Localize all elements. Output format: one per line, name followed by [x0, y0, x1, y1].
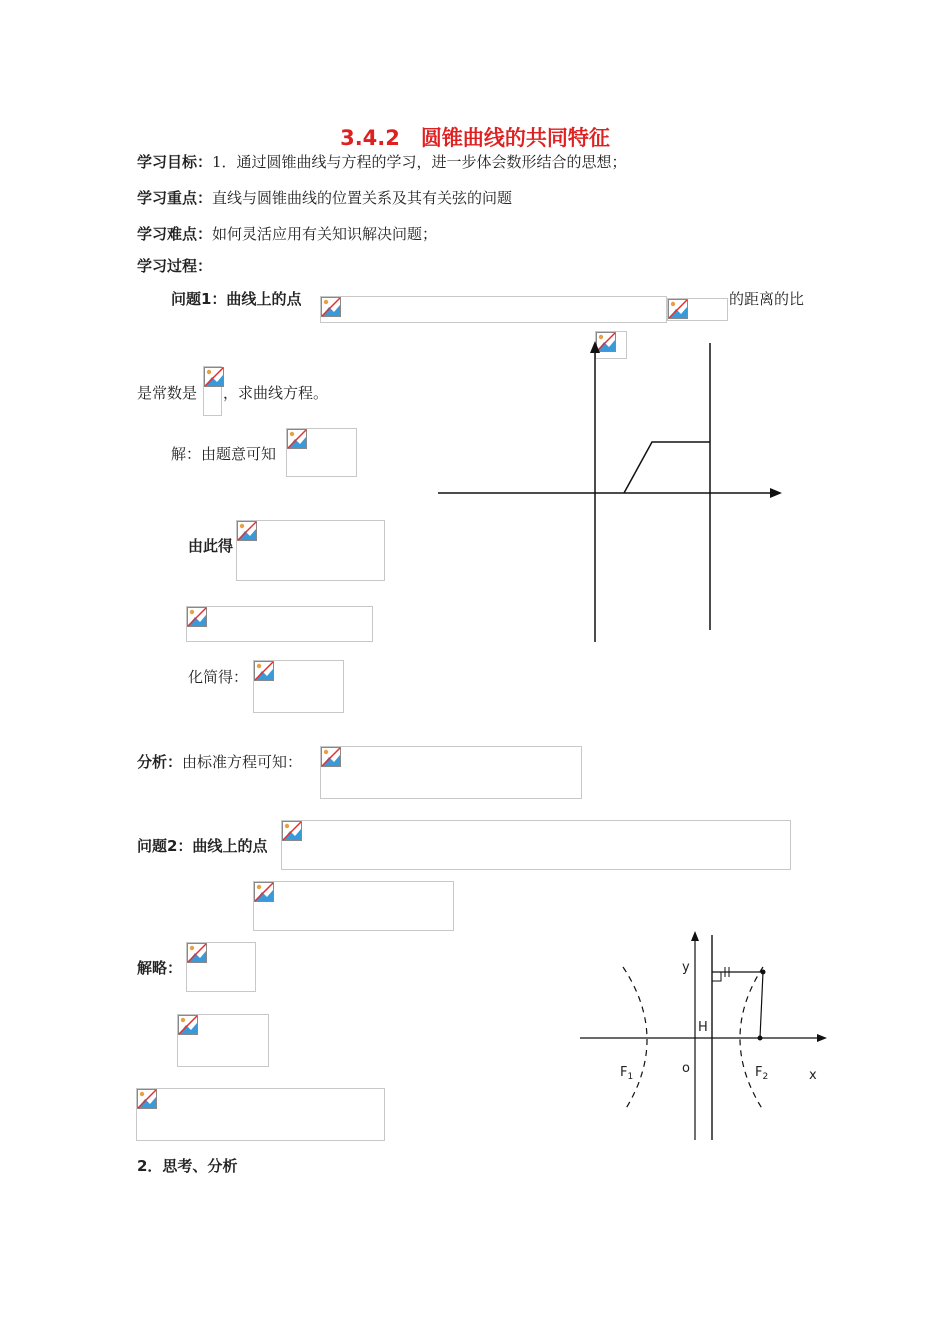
question-2-solution-label: 解略：: [137, 959, 183, 977]
f2-label: $F_2$: [755, 1065, 769, 1082]
y-axis-label: y: [682, 960, 690, 975]
formula-image: [136, 1088, 385, 1141]
formula-image: [286, 428, 357, 477]
x-axis-label: x: [809, 1068, 817, 1083]
key-line: [137, 188, 512, 208]
formula-image: [320, 296, 667, 323]
analysis-text: 由标准方程可知：: [182, 753, 303, 771]
broken-image-icon: [254, 882, 274, 902]
origin-label: o: [682, 1061, 690, 1076]
broken-image-icon: [187, 607, 207, 627]
question-1-tail: 的距离的比: [729, 290, 805, 308]
goal-line: [137, 152, 627, 172]
analysis-label: 分析：: [137, 753, 183, 771]
question-1-cont-b: ，求曲线方程。: [223, 384, 329, 402]
derive-label: 由此得: [188, 537, 234, 555]
h-label: H: [698, 1020, 708, 1035]
key-label: 学习重点：: [137, 189, 213, 207]
question-2-label: 问题2：曲线上的点: [137, 837, 268, 855]
difficulty-line: [137, 224, 437, 244]
formula-image: [186, 606, 373, 642]
formula-image: [177, 1014, 269, 1067]
formula-image: [236, 520, 385, 581]
page-title: 3.4.2 圆锥曲线的共同特征: [340, 126, 610, 150]
formula-image: [203, 366, 222, 416]
broken-image-icon: [137, 1089, 157, 1109]
difficulty-text: 如何灵活应用有关知识解决问题；: [212, 225, 438, 243]
goal-text: 1．通过圆锥曲线与方程的学习，进一步体会数形结合的思想；: [212, 153, 627, 171]
formula-image: [320, 746, 582, 799]
broken-image-icon: [321, 297, 341, 317]
process-label: 学习过程：: [137, 257, 213, 275]
figure-1-coordinate-diagram: [430, 335, 790, 645]
formula-image: [253, 881, 454, 931]
question-1-label: 问题1：曲线上的点: [171, 290, 302, 308]
broken-image-icon: [254, 661, 274, 681]
formula-image: [253, 660, 344, 713]
difficulty-label: 学习难点：: [137, 225, 213, 243]
key-text: 直线与圆锥曲线的位置关系及其有关弦的问题: [212, 189, 513, 207]
formula-image: [186, 942, 256, 992]
simplify-label: 化简得：: [188, 668, 249, 686]
formula-image: [667, 298, 728, 321]
broken-image-icon: [187, 943, 207, 963]
formula-image: [281, 820, 791, 870]
broken-image-icon: [321, 747, 341, 767]
broken-image-icon: [178, 1015, 198, 1035]
broken-image-icon: [237, 521, 257, 541]
solution-label: 解：由题意可知: [171, 445, 277, 463]
think-label: 2．思考、分析: [137, 1157, 238, 1175]
broken-image-icon: [287, 429, 307, 449]
broken-image-icon: [204, 367, 224, 387]
goal-label: 学习目标：: [137, 153, 213, 171]
analysis-line: [137, 752, 302, 772]
figure-2-hyperbola-diagram: [575, 925, 835, 1150]
broken-image-icon: [282, 821, 302, 841]
question-1-cont-a: 是常数是: [137, 384, 198, 402]
broken-image-icon: [668, 299, 688, 319]
f1-label: $F_1$: [620, 1065, 634, 1082]
